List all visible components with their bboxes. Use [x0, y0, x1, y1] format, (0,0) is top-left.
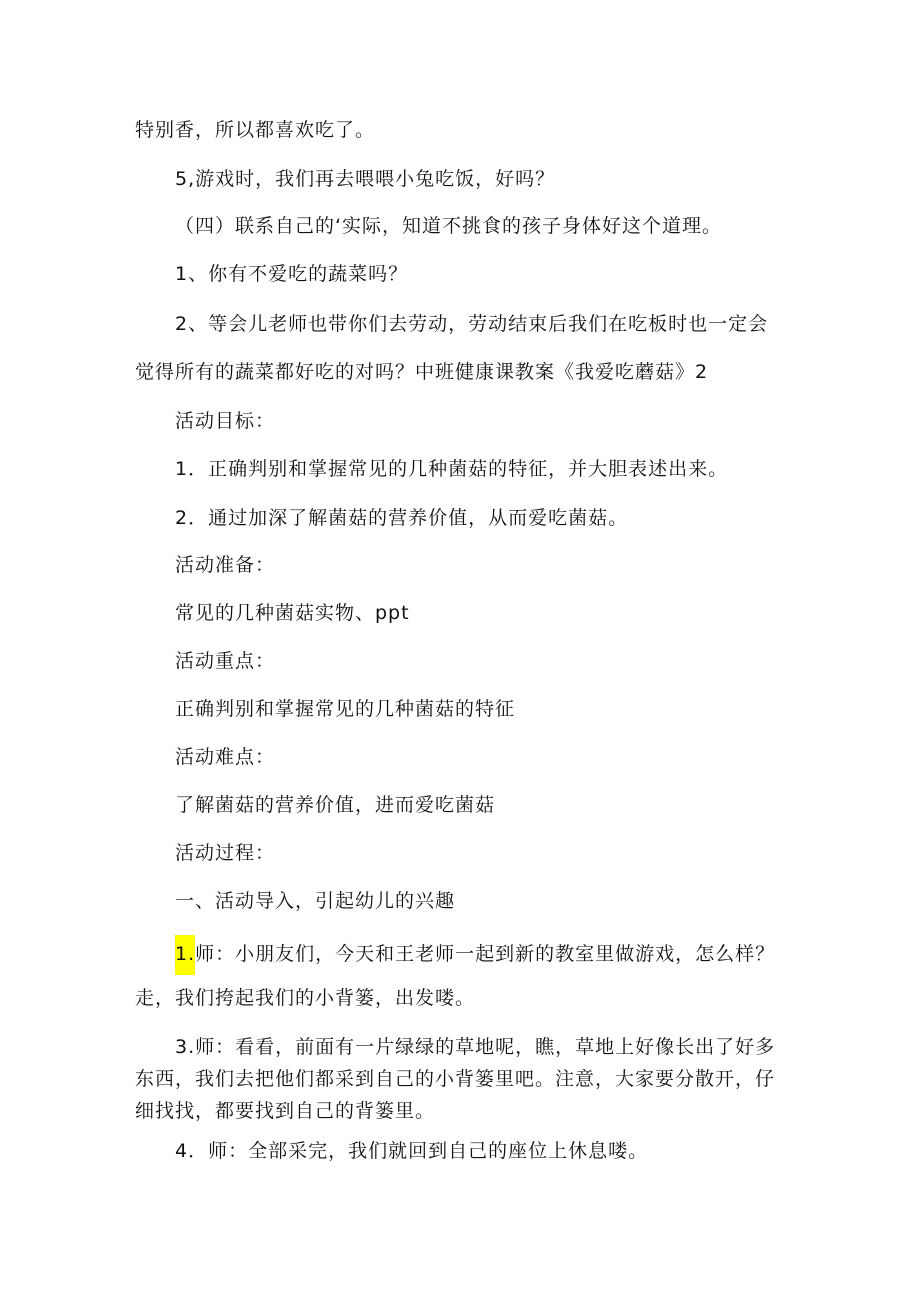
goal-item-1: 1．正确判别和掌握常见的几种菌菇的特征，并大胆表述出来。	[175, 458, 729, 480]
focus-text: 正确判别和掌握常见的几种菌菇的特征	[175, 698, 516, 720]
process-line-1-text: 师：小朋友们，今天和王老师一起到新的教室里做游戏，怎么样？	[195, 943, 776, 965]
paragraph-line-2: 5,游戏时，我们再去喂喂小兔吃饭，好吗？	[175, 168, 556, 190]
section-heading-focus: 活动重点：	[175, 650, 276, 672]
process-step-heading: 一、活动导入，引起幼儿的兴趣	[175, 890, 456, 912]
process-line-5: 细找找，都要找到自己的背篓里。	[135, 1100, 436, 1122]
section-heading-preparation: 活动准备：	[175, 554, 276, 576]
goal-item-2: 2．通过加深了解菌菇的营养价值，从而爱吃菌菇。	[175, 507, 629, 529]
paragraph-line-6: 觉得所有的蔬菜都好吃的对吗？中班健康课教案《我爱吃蘑菇》2	[135, 361, 709, 383]
difficulty-text: 了解菌菇的营养价值，进而爱吃菌菇	[175, 794, 496, 816]
section-heading-difficulty: 活动难点：	[175, 746, 276, 768]
highlighted-marker: 1.	[175, 935, 195, 975]
paragraph-line-3: （四）联系自己的‘实际，知道不挑食的孩子身体好这个道理。	[175, 215, 723, 237]
preparation-text: 常见的几种菌菇实物、ppt	[175, 602, 410, 624]
process-line-3: 3.师：看看，前面有一片绿绿的草地呢，瞧，草地上好像长出了好多	[175, 1036, 776, 1058]
section-heading-process: 活动过程：	[175, 842, 276, 864]
process-line-4: 东西，我们去把他们都采到自己的小背篓里吧。注意，大家要分散开，仔	[135, 1068, 776, 1090]
section-heading-goals: 活动目标：	[175, 410, 276, 432]
paragraph-line-5: 2、等会儿老师也带你们去劳动，劳动结束后我们在吃板时也一定会	[175, 313, 769, 335]
process-line-6: 4．师：全部采完，我们就回到自己的座位上休息喽。	[175, 1140, 649, 1162]
paragraph-line-4: 1、你有不爱吃的蔬菜吗？	[175, 263, 409, 285]
paragraph-line-1: 特别香，所以都喜欢吃了。	[135, 119, 376, 141]
process-line-2: 走，我们挎起我们的小背篓，出发喽。	[135, 987, 476, 1009]
process-line-1	[175, 935, 775, 975]
